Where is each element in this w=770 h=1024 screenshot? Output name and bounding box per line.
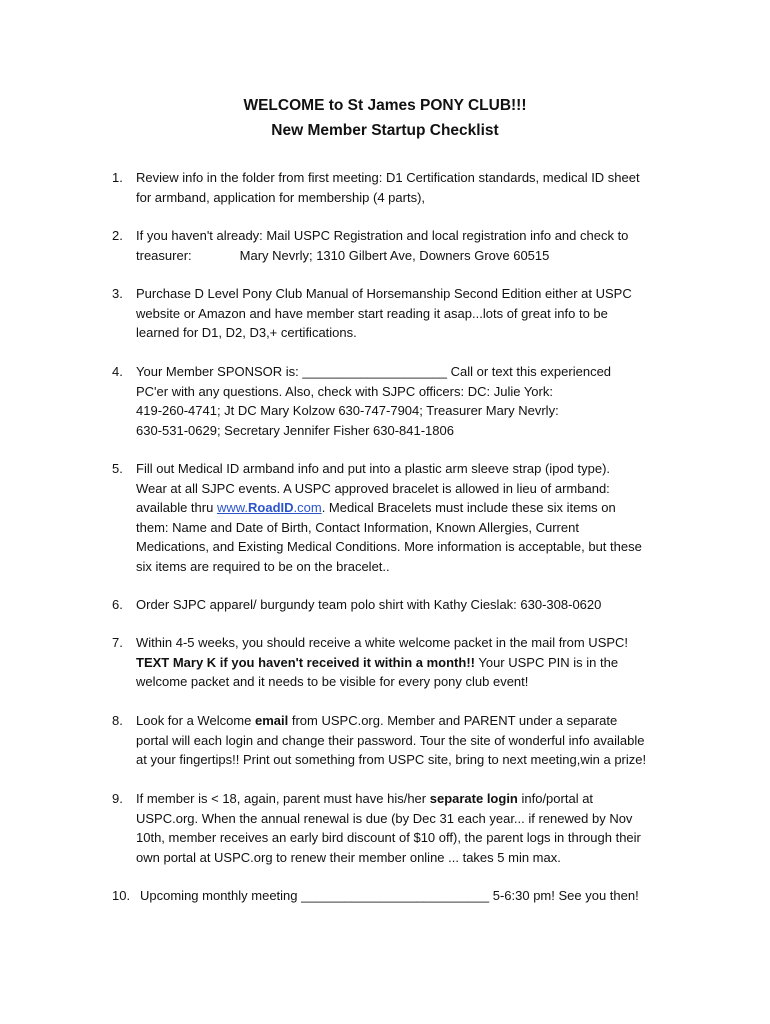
item-text-line: If you haven't already: Mail USPC Registration and local registration info and check to: [136, 228, 629, 243]
item-number: 3.: [112, 286, 123, 301]
item-text-line: them: Name and Date of Birth, Contact Information, Known Allergies, Current: [136, 519, 579, 535]
page-title: WELCOME to St James PONY CLUB!!!: [243, 97, 527, 114]
item-number: 1.: [112, 170, 123, 185]
item-text-line: Review info in the folder from first meeting: D1 Certification standards, medical ID sheet: [136, 170, 640, 185]
item-text-line: TEXT Mary K if you haven't received it within a month!! Your USPC PIN is in the: [136, 654, 619, 670]
item-text-line: at your fingertips!! Print out something from USPC site, bring to next meeting,win a prize!: [136, 752, 647, 767]
bold-text: email: [254, 713, 289, 728]
item-text-line: Medications, and Existing Medical Conditions. More information is acceptable, but these: [136, 539, 642, 554]
item-text-line: available thru www.RoadID.com. Medical Bracelets must include these six items on: [136, 500, 616, 515]
item-text-line: welcome packet and it needs to be visible for every pony club event!: [136, 674, 529, 689]
item-text-line: for armband, application for membership (4 parts),: [136, 189, 426, 205]
item-number: 7.: [112, 635, 123, 650]
item-text-line: Within 4-5 weeks, you should receive a white welcome packet in the mail from USPC!: [136, 635, 629, 650]
treasurer-label: treasurer:: [136, 247, 192, 263]
item-text-line: Look for a Welcome email from USPC.org. Member and PARENT under a separate: [136, 713, 618, 728]
item-number: 8.: [112, 713, 123, 728]
item-number: 2.: [112, 228, 123, 243]
item-text-line: Purchase D Level Pony Club Manual of Horsemanship Second Edition either at USPC: [136, 286, 632, 301]
item-text-line: PC'er with any questions. Also, check with SJPC officers: DC: Julie York:: [136, 383, 553, 399]
item-text-line: Order SJPC apparel/ burgundy team polo shirt with Kathy Cieslak: 630-308-0620: [136, 597, 602, 612]
item-number: 9.: [112, 791, 123, 806]
item-number: 4.: [112, 364, 123, 379]
item-text-line: 419-260-4741; Jt DC Mary Kolzow 630-747-7904; Treasurer Mary Nevrly:: [136, 403, 559, 418]
item-text-line: own portal at USPC.org to renew their member online ... takes 5 min max.: [136, 849, 561, 865]
item-text-line: [136, 246, 549, 266]
item-text-line: Fill out Medical ID armband info and put into a plastic arm sleeve strap (ipod type).: [136, 461, 611, 476]
item-text-line: If member is < 18, again, parent must have his/her separate login info/portal at: [136, 791, 594, 806]
item-text-line: learned for D1, D2, D3,+ certifications.: [136, 325, 357, 340]
item-number: 6.: [112, 597, 123, 612]
treasurer-address: Mary Nevrly; 1310 Gilbert Ave, Downers Grove 60515: [239, 247, 550, 263]
item-text-line: USPC.org. When the annual renewal is due (by Dec 31 each year... if renewed by Nov: [136, 810, 633, 826]
roadid-link[interactable]: www.RoadID.com: [216, 500, 322, 515]
item-text-line: website or Amazon and have member start reading it asap...lots of great info to be: [136, 305, 608, 321]
item-text-line: Upcoming monthly meeting __________________________ 5-6:30 pm! See you then!: [140, 888, 639, 903]
item-number: 5.: [112, 461, 123, 476]
page-subtitle: New Member Startup Checklist: [271, 122, 499, 139]
item-number: 10.: [112, 888, 131, 903]
bold-text: separate login: [429, 791, 518, 806]
item-text-line: Wear at all SJPC events. A USPC approved bracelet is allowed in lieu of armband:: [136, 480, 610, 496]
item-text-line: 630-531-0629; Secretary Jennifer Fisher 630-841-1806: [136, 422, 454, 438]
bold-text: TEXT Mary K if you haven't received it within a month!!: [136, 654, 475, 670]
item-text-line: portal will each login and change their password. Tour the site of wonderful info available: [136, 732, 645, 748]
item-text-line: six items are required to be on the bracelet..: [136, 558, 390, 574]
item-text-line: 10th, member receives an early bird discount of $10 off), the parent logs in through their: [136, 830, 641, 845]
item-text-line: Your Member SPONSOR is: ____________________ Call or text this experienced: [136, 364, 612, 379]
